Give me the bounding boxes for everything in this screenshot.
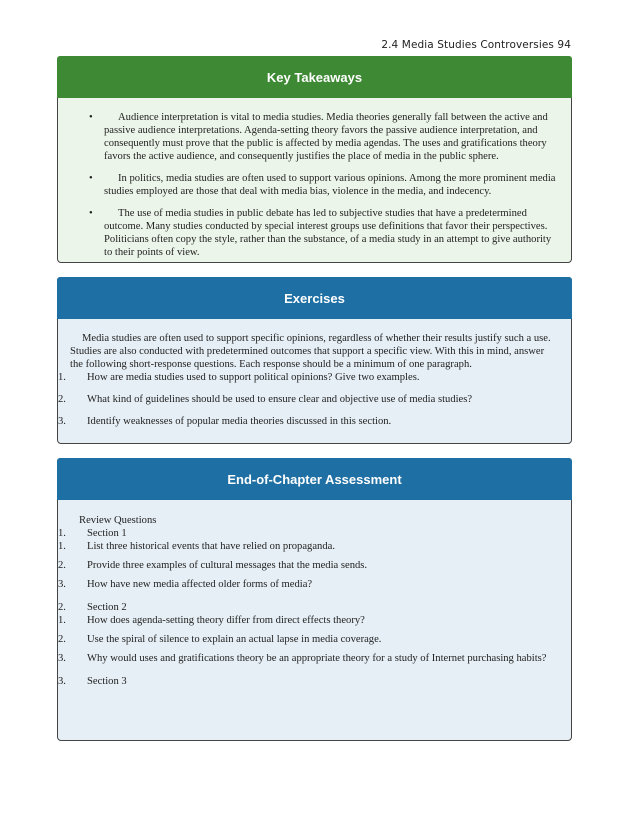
item-number: 2. — [58, 394, 66, 405]
list-item — [58, 415, 571, 428]
section-number: 3. — [58, 676, 66, 687]
key-takeaways-title: Key Takeaways — [57, 56, 572, 98]
question-list — [58, 614, 571, 665]
exercises-title: Exercises — [57, 277, 572, 319]
item-number: 3. — [58, 416, 66, 427]
section-label: Section 1 — [87, 528, 127, 539]
question-text: Use the spiral of silence to explain an actual lapse in media coverage. — [87, 634, 382, 645]
section-list — [58, 527, 571, 688]
bullet-icon: • — [89, 173, 93, 184]
question-item — [58, 540, 571, 553]
section-number: 1. — [58, 528, 66, 539]
item-number: 1. — [58, 372, 66, 383]
question-text: How have new media affected older forms of media? — [87, 579, 313, 590]
question-list — [58, 540, 571, 591]
exercises-list — [58, 371, 571, 428]
key-takeaways-box — [57, 56, 572, 263]
exercises-box — [57, 277, 572, 444]
section-item — [58, 675, 571, 688]
running-head: 2.4 Media Studies Controversies 94 — [381, 39, 571, 51]
section-item — [58, 601, 571, 665]
section-number: 2. — [58, 602, 66, 613]
question-number: 2. — [58, 634, 66, 645]
bullet-icon: • — [89, 208, 93, 219]
question-number: 3. — [58, 579, 66, 590]
question-number: 3. — [58, 653, 66, 664]
question-number: 1. — [58, 615, 66, 626]
question-text: List three historical events that have relied on propaganda. — [87, 541, 335, 552]
question-number: 1. — [58, 541, 66, 552]
assessment-box — [57, 458, 572, 741]
takeaway-text: Audience interpretation is vital to media studies. Media theories generally fall between the active and passive audience interpretations. Agenda-setting theory favors the passive audience interpretation, and consequently must prove that the public is affected by media agendas. The uses and gratifications theory favors the active audience, and consequently justifies the place of media in the public sphere. — [104, 112, 548, 162]
item-text: How are media studies used to support political opinions? Give two examples. — [87, 372, 420, 383]
bullet-icon: • — [89, 112, 93, 123]
item-text: Identify weaknesses of popular media theories discussed in this section. — [87, 416, 392, 427]
list-item — [58, 393, 571, 406]
key-takeaways-list — [58, 98, 571, 259]
question-item — [58, 652, 571, 665]
list-item — [58, 371, 571, 384]
section-item — [58, 527, 571, 591]
question-item — [58, 559, 571, 572]
section-label: Section 2 — [87, 602, 127, 613]
assessment-title: End-of-Chapter Assessment — [57, 458, 572, 500]
question-item — [58, 578, 571, 591]
question-text: Why would uses and gratifications theory be an appropriate theory for a study of Internet purchasing habits? — [87, 653, 547, 664]
question-text: How does agenda-setting theory differ from direct effects theory? — [87, 615, 365, 626]
question-item — [58, 614, 571, 627]
list-item — [89, 172, 559, 198]
takeaway-text: In politics, media studies are often used to support various opinions. Among the more prominent media studies employed are those that deal with media bias, violence in the media, and indecency. — [104, 173, 556, 197]
list-item — [89, 207, 559, 259]
review-questions-heading: Review Questions — [79, 515, 157, 526]
takeaway-text: The use of media studies in public debate has led to subjective studies that have a predetermined outcome. Many studies conducted by special interest groups use definitions that favor their perspectives. Politicians often copy the style, rather than the substance, of a media study in an attempt to give authority to their points of view. — [104, 208, 552, 258]
item-text: What kind of guidelines should be used to ensure clear and objective use of media studies? — [87, 394, 473, 405]
question-item — [58, 633, 571, 646]
exercises-intro: Media studies are often used to support specific opinions, regardless of whether their results justify such a use. Studies are also conducted with predetermined outcomes that support a specific view. With this in mind, answer the following short-response questions. Each response should be a minimum of one paragraph. — [70, 333, 551, 370]
question-number: 2. — [58, 560, 66, 571]
question-text: Provide three examples of cultural messages that the media sends. — [87, 560, 368, 571]
section-label: Section 3 — [87, 676, 127, 687]
list-item — [89, 111, 559, 163]
